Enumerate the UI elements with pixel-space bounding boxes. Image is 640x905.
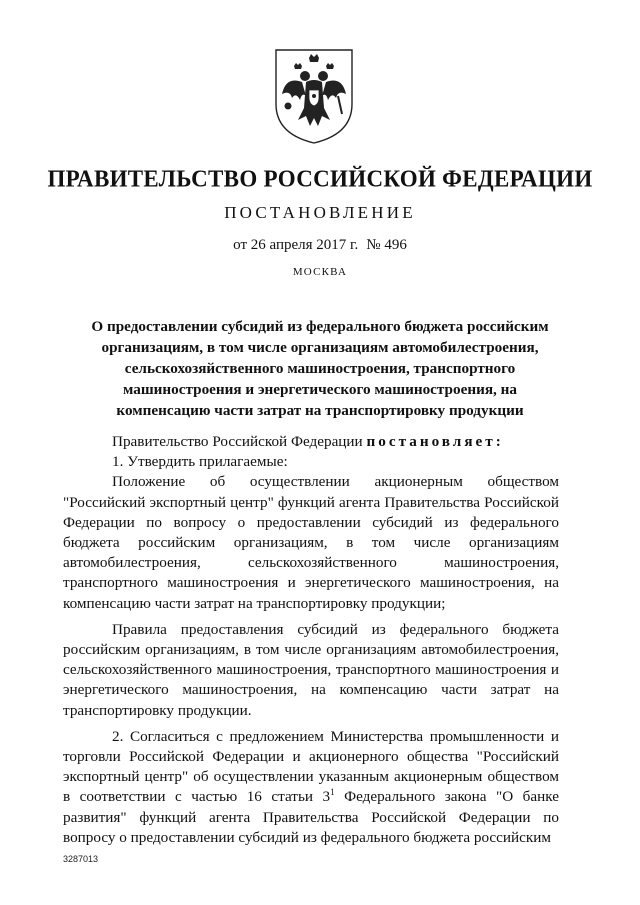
item-2-part-b: Федерального закона "О банке развития" функций агента Правительства Российской Федерации по вопросу о предоставлении субсидий из федерального бюджета российским	[63, 788, 559, 846]
item-1: 1. Утвердить прилагаемые:	[112, 453, 288, 471]
intro-paragraph	[63, 432, 559, 452]
article-superscript: 1	[330, 787, 335, 798]
document-number: № 496	[366, 237, 407, 253]
intro-resolves: постановляет:	[366, 433, 504, 450]
coat-of-arms-emblem	[272, 46, 356, 146]
document-date: от 26 апреля 2017 г.	[233, 237, 359, 253]
document-title: О предоставлении субсидий из федерального бюджета российским организациям, в том числе организациям автомобилестроения, сельскохозяйственного машиностроения, транспортного машиностроения и энергетического машиностроения, на компенсацию части затрат на транспортировку продукции	[91, 318, 549, 419]
item-2-part-a: 2. Согласиться с предложением Министерства промышленности и торговли Российской Федерации и акционерного общества "Российский экспортный центр" об осуществлении указанным акционерным обществом в соответствии с частью 16 статьи 3	[63, 727, 559, 806]
document-body	[63, 432, 559, 848]
document-city: МОСКВА	[292, 266, 348, 278]
intro-text: Правительство Российской Федерации	[112, 433, 363, 450]
paragraph-regulation: Положение об осуществлении акционерным обществом "Российский экспортный центр" функций агента Правительства Российской Федерации по вопросу о предоставлении субсидий из федерального бюджета российским организациям, в том числе организациям автомобилестроения, сельскохозяйственного машиностроения, транспортного машиностроения и энергетического машиностроения, на компенсацию части затрат на транспортировку продукции;	[63, 473, 559, 612]
document-date-line	[0, 237, 640, 254]
item-2	[63, 727, 559, 848]
government-title: ПРАВИТЕЛЬСТВО РОССИЙСКОЙ ФЕДЕРАЦИИ	[47, 165, 593, 192]
footer-code: 3287013	[63, 854, 99, 864]
document-type: ПОСТАНОВЛЕНИЕ	[224, 203, 416, 222]
paragraph-rules: Правила предоставления субсидий из федерального бюджета российским организациям, в том числе организациям автомобилестроения, сельскохозяйственного машиностроения, транспортного машиностроения и энергетического машиностроения, на компенсацию части затрат на транспортировку продукции.	[63, 620, 559, 719]
